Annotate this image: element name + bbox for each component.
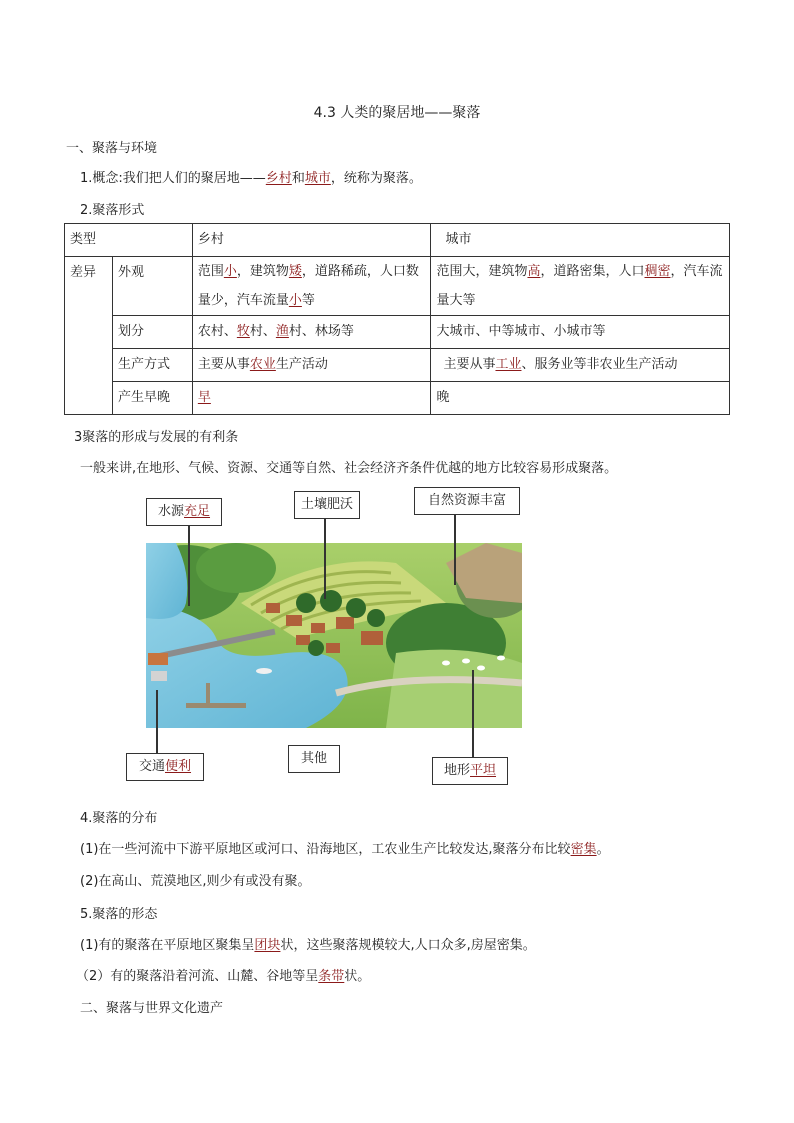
answer-city: 城市 (304, 171, 331, 186)
header-city: 城市 (431, 224, 730, 257)
settlement-table (64, 223, 730, 415)
cell-rural-look: 范围小，建筑物矮，道路稀疏，人口数量少，汽车流量小等 (192, 257, 431, 316)
distribution-2: (2)在高山、荒漠地区,则少有或没有聚。 (80, 874, 311, 889)
label-traffic: 交通便利 (126, 753, 204, 781)
pointer-soil (324, 519, 326, 599)
table-row (65, 316, 730, 349)
label-terrain: 地形平坦 (432, 757, 508, 785)
table-row (65, 257, 730, 316)
pointer-terrain (472, 670, 474, 757)
table-row (65, 382, 730, 415)
answer-rural: 乡村 (265, 171, 292, 186)
section-heading-1: 一、聚落与环境 (66, 141, 158, 156)
landscape-picture (146, 543, 522, 728)
conditions-heading: 3聚落的形成与发展的有利条 (74, 430, 239, 445)
shape-1: (1)有的聚落在平原地区聚集呈团块状，这些聚落规模较大,人口众多,房屋密集。 (80, 938, 536, 953)
diff-label: 差异 (65, 257, 113, 415)
table-header-row (65, 224, 730, 257)
cell-rural-timing: 早 (192, 382, 431, 415)
shape-2: （2）有的聚落沿着河流、山麓、谷地等呈条带状。 (76, 969, 371, 984)
cell-rural-division: 农村、牧村、渔村、林场等 (192, 316, 431, 349)
label-soil: 土壤肥沃 (294, 491, 360, 519)
pointer-water (188, 526, 190, 606)
row-label-production: 生产方式 (112, 349, 192, 382)
label-resource: 自然资源丰富 (414, 487, 520, 515)
cell-city-production: 主要从事工业、服务业等非农业生产活动 (431, 349, 730, 382)
page-title: 4.3 人类的聚居地——聚落 (313, 105, 481, 121)
row-label-timing: 产生早晚 (112, 382, 192, 415)
distribution-1: (1)在一些河流中下游平原地区或河口、沿海地区，工农业生产比较发达,聚落分布比较密集。 (80, 842, 610, 857)
settlement-illustration (146, 543, 522, 728)
cell-city-look: 范围大，建筑物高，道路密集，人口稠密，汽车流量大等 (431, 257, 730, 316)
table-row (65, 349, 730, 382)
header-rural: 乡村 (192, 224, 431, 257)
section-heading-2: 二、聚落与世界文化遗产 (80, 1001, 224, 1016)
label-water: 水源充足 (146, 498, 222, 526)
concept-line: 1.概念:我们把人们的聚居地——乡村和城市，统称为聚落。 (80, 171, 422, 186)
label-other: 其他 (288, 745, 340, 773)
conditions-text: 一般来讲,在地形、气候、资源、交通等自然、社会经济齐条件优越的地方比较容易形成聚落。 (80, 461, 618, 476)
pointer-resource (454, 515, 456, 585)
shape-heading: 5.聚落的形态 (80, 907, 158, 922)
cell-city-division: 大城市、中等城市、小城市等 (431, 316, 730, 349)
cell-city-timing: 晚 (431, 382, 730, 415)
header-type: 类型 (65, 224, 193, 257)
cell-rural-production: 主要从事农业生产活动 (192, 349, 431, 382)
row-label-look: 外观 (112, 257, 192, 316)
row-label-division: 划分 (112, 316, 192, 349)
pointer-traffic (156, 690, 158, 753)
forms-heading: 2.聚落形式 (80, 203, 145, 218)
distribution-heading: 4.聚落的分布 (80, 811, 158, 826)
